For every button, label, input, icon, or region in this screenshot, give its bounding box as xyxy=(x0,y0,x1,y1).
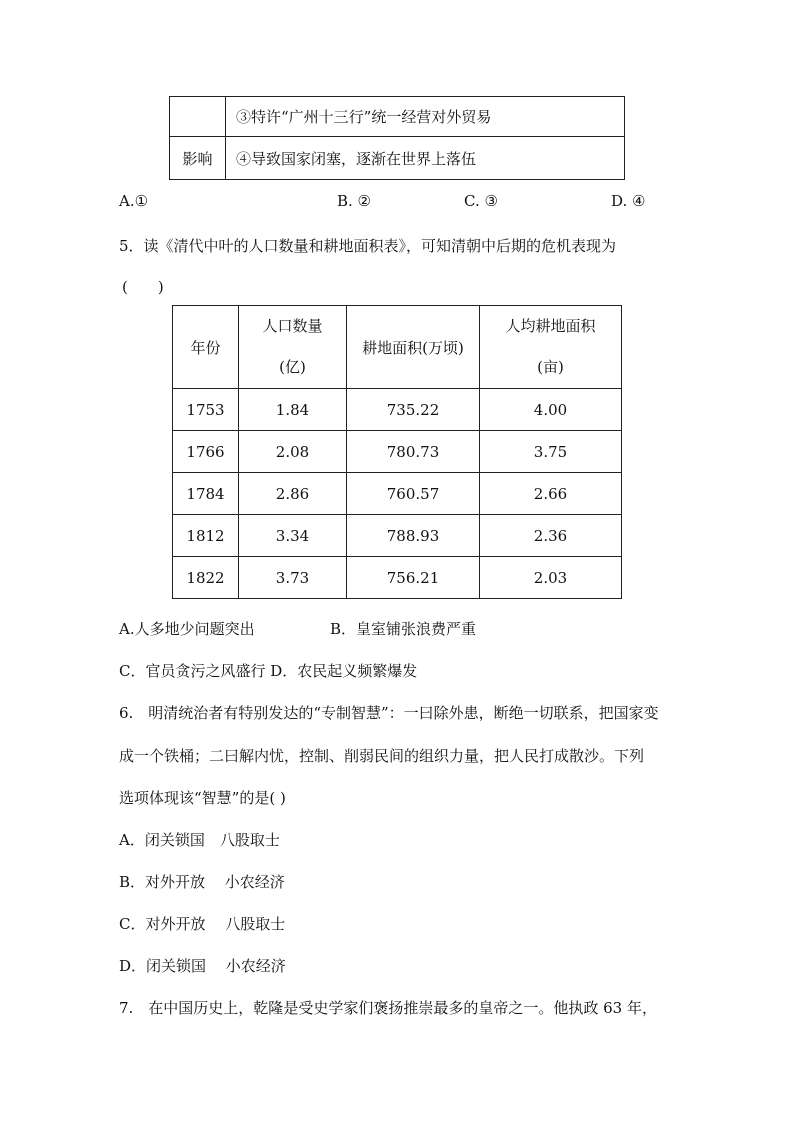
row-content: ④导致国家闭塞，逐渐在世界上落伍 xyxy=(226,137,625,180)
header-population: 人口数量 (亿) xyxy=(239,306,347,389)
cell-land: 780.73 xyxy=(347,431,480,473)
row-content: ③特许“广州十三行”统一经营对外贸易 xyxy=(226,97,625,137)
cell-year: 1766 xyxy=(173,431,239,473)
policy-table xyxy=(169,96,625,180)
cell-land: 756.21 xyxy=(347,557,480,599)
row-label: 影响 xyxy=(170,137,226,180)
header-land: 耕地面积(万顷) xyxy=(347,306,480,389)
row-label xyxy=(170,97,226,137)
cell-year: 1753 xyxy=(173,389,239,431)
cell-land: 735.22 xyxy=(347,389,480,431)
cell-population: 3.73 xyxy=(239,557,347,599)
population-land-table xyxy=(172,305,622,599)
cell-population: 2.08 xyxy=(239,431,347,473)
q5-option-b: B．皇室铺张浪费严重 xyxy=(330,620,477,638)
table-row xyxy=(173,431,622,473)
cell-population: 2.86 xyxy=(239,473,347,515)
q7-stem-line1: 7. 在中国历史上，乾隆是受史学家们褒扬推崇最多的皇帝之一。他执政 63 年， xyxy=(119,999,657,1017)
cell-per-capita: 4.00 xyxy=(480,389,622,431)
q6-option-b: B．对外开放 小农经济 xyxy=(119,873,285,891)
q6-option-a: A．闭关锁国 八股取士 xyxy=(119,831,280,849)
cell-per-capita: 2.66 xyxy=(480,473,622,515)
cell-year: 1812 xyxy=(173,515,239,557)
cell-land: 788.93 xyxy=(347,515,480,557)
table-row xyxy=(173,557,622,599)
table-row xyxy=(173,473,622,515)
q4-option-d: D. ④ xyxy=(611,192,646,210)
cell-year: 1822 xyxy=(173,557,239,599)
table-row xyxy=(170,137,625,180)
q5-answer-bracket: ( ) xyxy=(122,278,164,296)
q6-stem-line3: 选项体现该“智慧”的是( ) xyxy=(119,789,286,807)
table-row xyxy=(173,389,622,431)
q6-stem-line2: 成一个铁桶；二曰解内忧，控制、削弱民间的组织力量，把人民打成散沙。下列 xyxy=(119,747,645,765)
table-row xyxy=(170,97,625,137)
q4-option-a: A.① xyxy=(119,192,149,210)
header-per-capita: 人均耕地面积 (亩) xyxy=(480,306,622,389)
q6-stem-line1: 6. 明清统治者有特别发达的“专制智慧”：一曰除外患，断绝一切联系，把国家变 xyxy=(119,704,659,722)
cell-year: 1784 xyxy=(173,473,239,515)
q4-option-b: B. ② xyxy=(337,192,372,210)
cell-per-capita: 2.36 xyxy=(480,515,622,557)
cell-land: 760.57 xyxy=(347,473,480,515)
cell-population: 1.84 xyxy=(239,389,347,431)
q5-options-cd: C．官员贪污之风盛行 D．农民起义频繁爆发 xyxy=(119,662,418,680)
table-row xyxy=(173,515,622,557)
cell-per-capita: 2.03 xyxy=(480,557,622,599)
q4-option-c: C. ③ xyxy=(464,192,498,210)
header-year: 年份 xyxy=(173,306,239,389)
q5-stem: 5．读《清代中叶的人口数量和耕地面积表》，可知清朝中后期的危机表现为 xyxy=(119,237,617,255)
q6-option-d: D．闭关锁国 小农经济 xyxy=(119,957,286,975)
q5-option-a: A.人多地少问题突出 xyxy=(119,620,255,638)
cell-per-capita: 3.75 xyxy=(480,431,622,473)
q6-option-c: C．对外开放 八股取士 xyxy=(119,915,286,933)
cell-population: 3.34 xyxy=(239,515,347,557)
table-header-row xyxy=(173,306,622,389)
